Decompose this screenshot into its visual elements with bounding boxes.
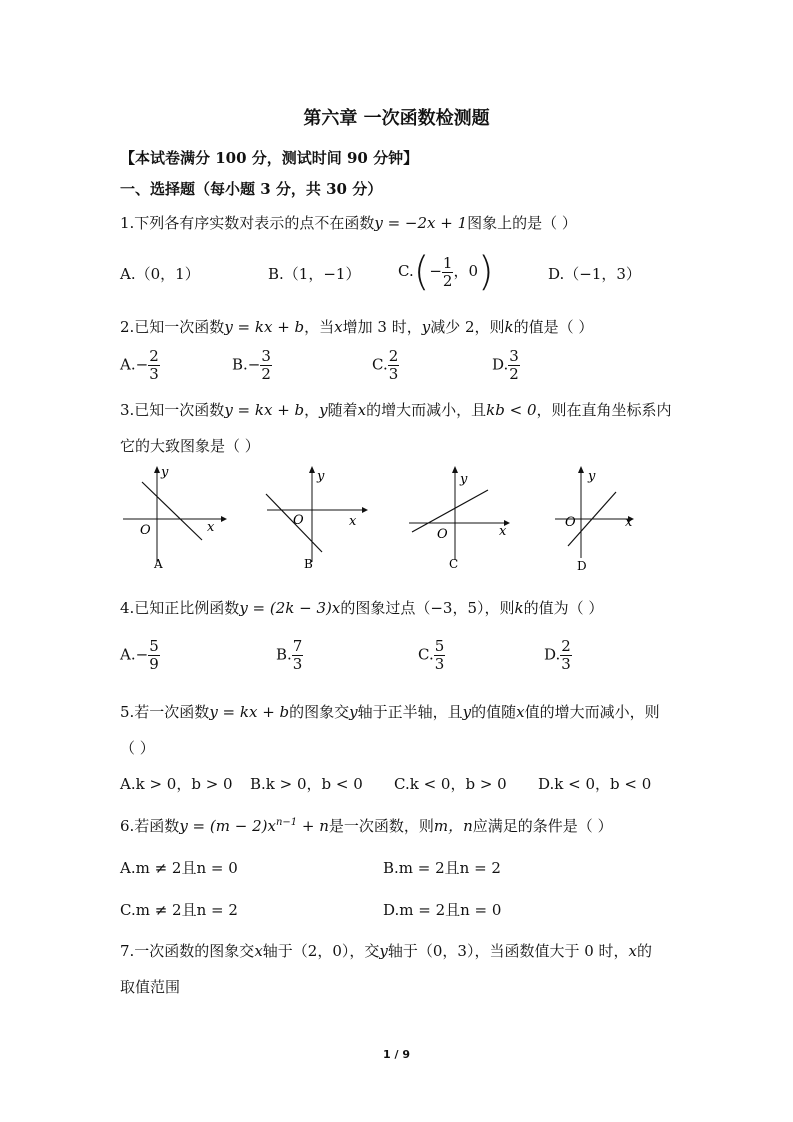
q2-option-c: C. $\frac{2}{3}$ bbox=[372, 347, 399, 383]
q1-option-b: B.（1，−1） bbox=[268, 265, 361, 283]
question-2-stem: 2.已知一次函数y = kx + b，当x增加 3 时，y减少 2，则k的值是（ ） bbox=[120, 318, 594, 336]
question-4-stem: 4.已知正比例函数y = (2k − 3)x的图象过点（−3，5），则k的值为（ ） bbox=[120, 599, 604, 617]
q6-option-b: B.m = 2且n = 2 bbox=[383, 859, 501, 877]
q4-option-a: A.− $\frac{5}{9}$ bbox=[120, 637, 159, 673]
q6-option-c: C.m ≠ 2且n = 2 bbox=[120, 901, 238, 919]
svg-text:y: y bbox=[588, 469, 596, 484]
question-5-stem-line2: （ ） bbox=[120, 739, 155, 757]
question-5-stem: 5.若一次函数y = kx + b的图象交y轴于正半轴，且y的值随x值的增大而减小，则 bbox=[120, 703, 660, 721]
graph-d bbox=[550, 462, 660, 574]
q4-option-b: B. $\frac{7}{3}$ bbox=[276, 637, 303, 673]
q4-option-d: D. $\frac{2}{3}$ bbox=[544, 637, 571, 673]
equation: y = −2x + 1 bbox=[374, 214, 468, 232]
question-7-stem: 7.一次函数的图象交x轴于（2，0），交y轴于（0，3），当函数值大于 0 时，x的 bbox=[120, 942, 653, 960]
graph-a bbox=[118, 462, 228, 572]
q1-option-c: C.(− $\frac{1}{2}$ ，0) bbox=[398, 249, 494, 295]
svg-text:x: x bbox=[499, 524, 507, 539]
svg-text:O: O bbox=[565, 515, 576, 530]
q1-option-d: D.（−1，3） bbox=[548, 265, 641, 283]
graph-c bbox=[404, 462, 514, 572]
svg-text:y: y bbox=[460, 472, 468, 487]
graph-label: C bbox=[449, 557, 459, 571]
q2-option-d: D. $\frac{3}{2}$ bbox=[492, 347, 519, 383]
graph-label: D bbox=[577, 559, 587, 573]
q5-option-b: B.k > 0，b < 0 bbox=[250, 775, 363, 793]
svg-text:x: x bbox=[625, 515, 633, 530]
q6-option-a: A.m ≠ 2且n = 0 bbox=[120, 859, 238, 877]
question-7-stem-line2: 取值范围 bbox=[120, 978, 181, 996]
q5-option-a: A.k > 0，b > 0 bbox=[120, 775, 233, 793]
q1-option-a: A.（0，1） bbox=[120, 265, 200, 283]
svg-text:y: y bbox=[317, 469, 325, 484]
svg-text:O: O bbox=[140, 523, 151, 538]
svg-text:x: x bbox=[207, 520, 215, 535]
svg-text:y: y bbox=[161, 465, 169, 480]
graph-label: B bbox=[304, 557, 313, 571]
question-3-stem-line2: 它的大致图象是（ ） bbox=[120, 437, 260, 455]
q4-option-c: C. $\frac{5}{3}$ bbox=[418, 637, 445, 673]
graph-b bbox=[262, 462, 372, 572]
question-6-stem: 6.若函数$y = (m - 2)x^{n-1} + n$是一次函数，则m，n应满足的条件是（ ） bbox=[120, 817, 613, 835]
fraction: $\frac{1}{2}$ bbox=[442, 253, 453, 290]
q6-option-d: D.m = 2且n = 0 bbox=[383, 901, 502, 919]
question-3-stem: 3.已知一次函数y = kx + b，y随着x的增大而减小，且kb < 0，则在直角坐标系内 bbox=[120, 401, 672, 419]
q5-option-d: D.k < 0，b < 0 bbox=[538, 775, 652, 793]
exam-info: 【本试卷满分 100 分，测试时间 90 分钟】 bbox=[120, 149, 419, 167]
page-number: 1 / 9 bbox=[383, 1048, 410, 1061]
page-title: 第六章 一次函数检测题 bbox=[303, 108, 490, 129]
svg-text:O: O bbox=[293, 513, 304, 528]
section-heading: 一、选择题（每小题 3 分，共 30 分） bbox=[120, 180, 383, 198]
question-1-stem: 1.下列各有序实数对表示的点不在函数y = −2x + 1图象上的是（ ） bbox=[120, 214, 577, 232]
q5-option-c: C.k < 0，b > 0 bbox=[394, 775, 507, 793]
graph-label: A bbox=[154, 557, 163, 571]
q2-option-a: A.− $\frac{2}{3}$ bbox=[120, 347, 159, 383]
svg-text:O: O bbox=[437, 527, 448, 542]
svg-text:x: x bbox=[349, 514, 357, 529]
q2-option-b: B.− $\frac{3}{2}$ bbox=[232, 347, 271, 383]
